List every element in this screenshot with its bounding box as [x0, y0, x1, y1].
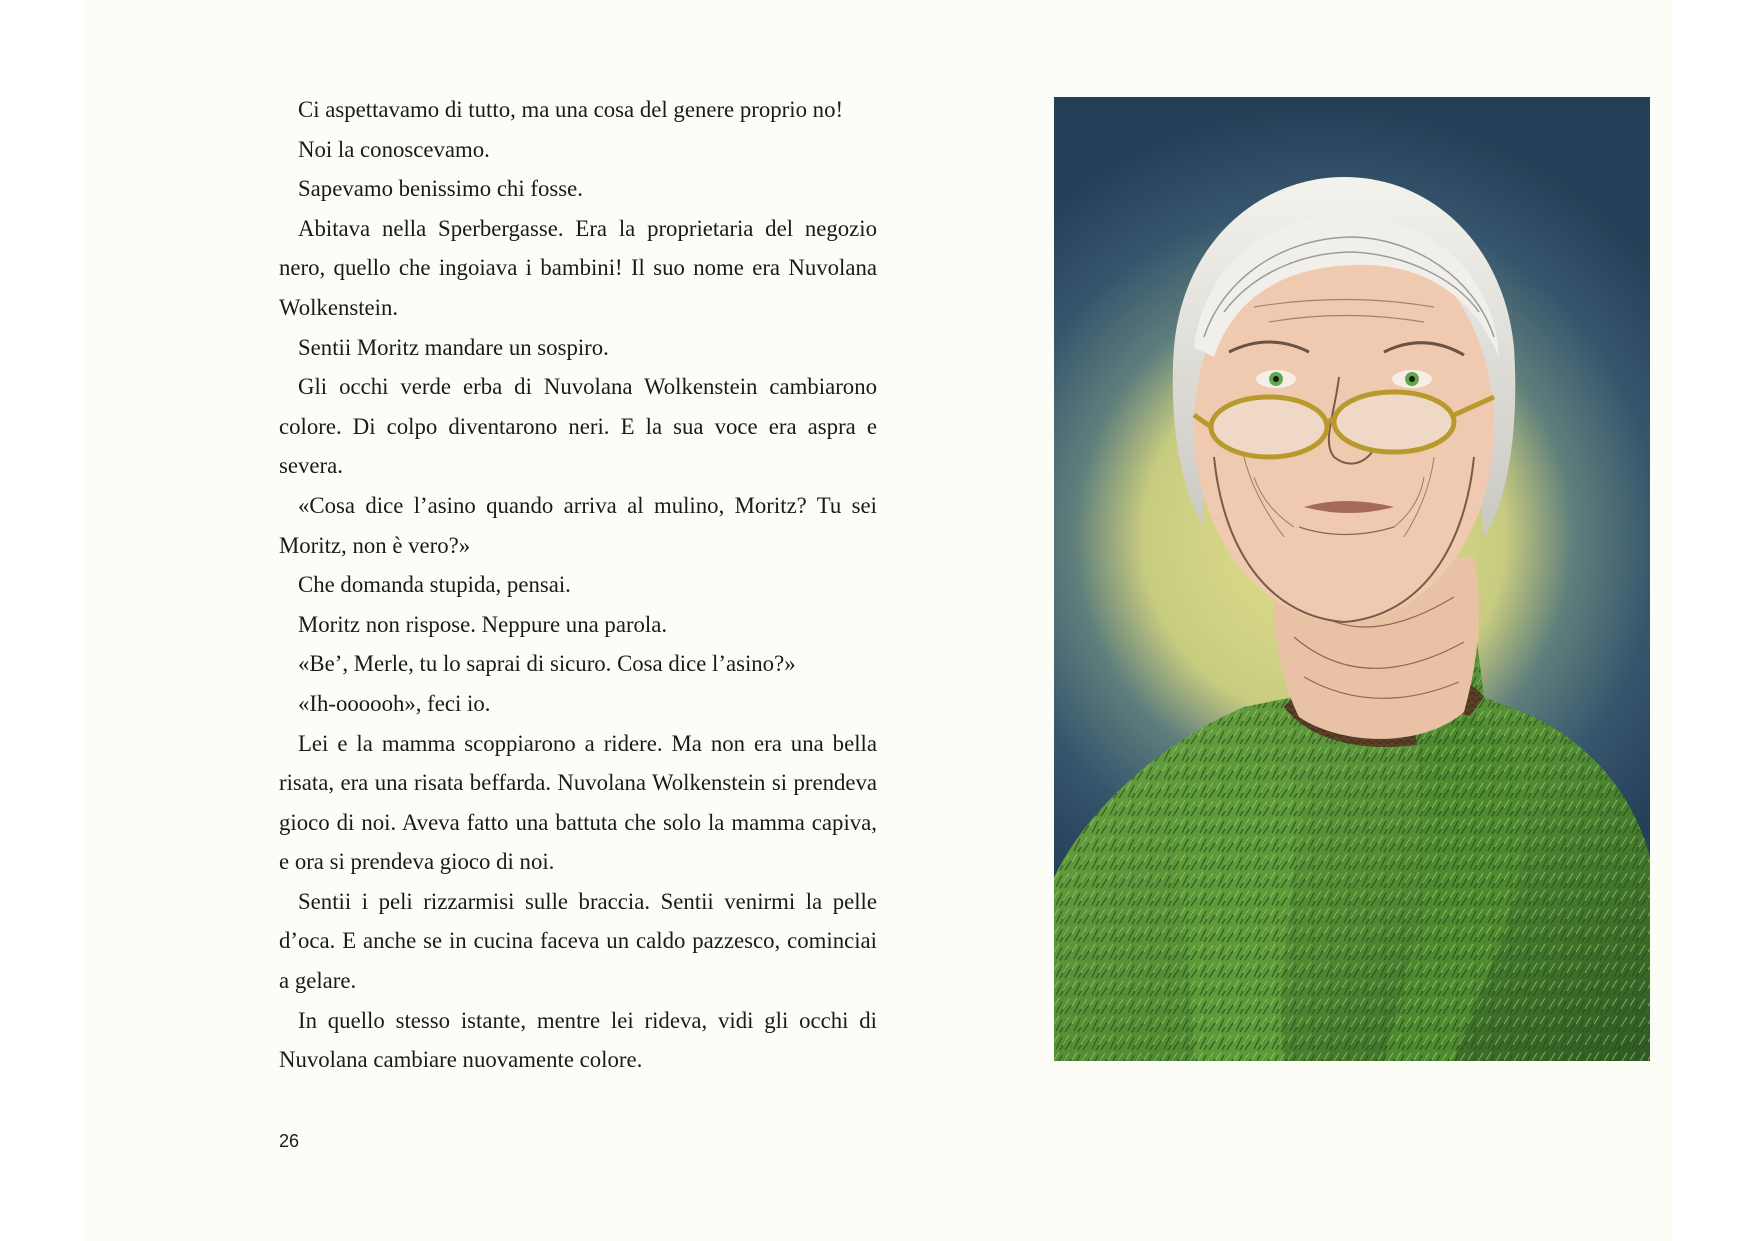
paragraph: Lei e la mamma scoppiarono a ridere. Ma non era una bella risata, era una risata beffarda. Nuvolana Wolkenstein si prendeva gioco di noi. Aveva fatto una battuta che solo la mamma capiva, e ora si prendeva gioco di noi. [279, 730, 877, 875]
paragraph: Sapevamo benissimo chi fosse. [298, 176, 583, 202]
paragraph: Gli occhi verde erba di Nuvolana Wolkenstein cambiarono colore. Di colpo diventarono neri. E la sua voce era aspra e severa. [279, 374, 877, 479]
paragraph: Abitava nella Sperbergasse. Era la proprietaria del negozio nero, quello che ingoiava i bambini! Il suo nome era Nuvolana Wolkenstein. [279, 215, 877, 320]
paragraph: «Ih-oooooh», feci io. [298, 690, 491, 716]
paragraph: Ci aspettavamo di tutto, ma una cosa del genere proprio no! [298, 97, 844, 122]
paragraph: Sentii Moritz mandare un sospiro. [298, 334, 609, 360]
book-spread [84, 0, 1672, 1241]
paragraph: «Cosa dice l’asino quando arriva al mulino, Moritz? Tu sei Moritz, non è vero?» [279, 492, 877, 558]
page-number: 26 [279, 1131, 300, 1151]
paragraph: Che domanda stupida, pensai. [298, 572, 571, 598]
portrait-illustration [1054, 97, 1650, 1061]
text-page-left [279, 90, 877, 1080]
paragraph: Moritz non rispose. Neppure una parola. [298, 611, 668, 637]
paragraph: «Be’, Merle, tu lo saprai di sicuro. Cosa dice l’asino?» [298, 651, 796, 677]
paragraph: Sentii i peli rizzarmisi sulle braccia. Sentii venirmi la pelle d’oca. E anche se in cucina faceva un caldo pazzesco, cominciai a gelare. [279, 888, 877, 994]
paragraph: In quello stesso istante, mentre lei rideva, vidi gli occhi di Nuvolana cambiare nuovamente colore. [279, 1007, 877, 1073]
paragraph: Noi la conoscevamo. [298, 136, 490, 162]
